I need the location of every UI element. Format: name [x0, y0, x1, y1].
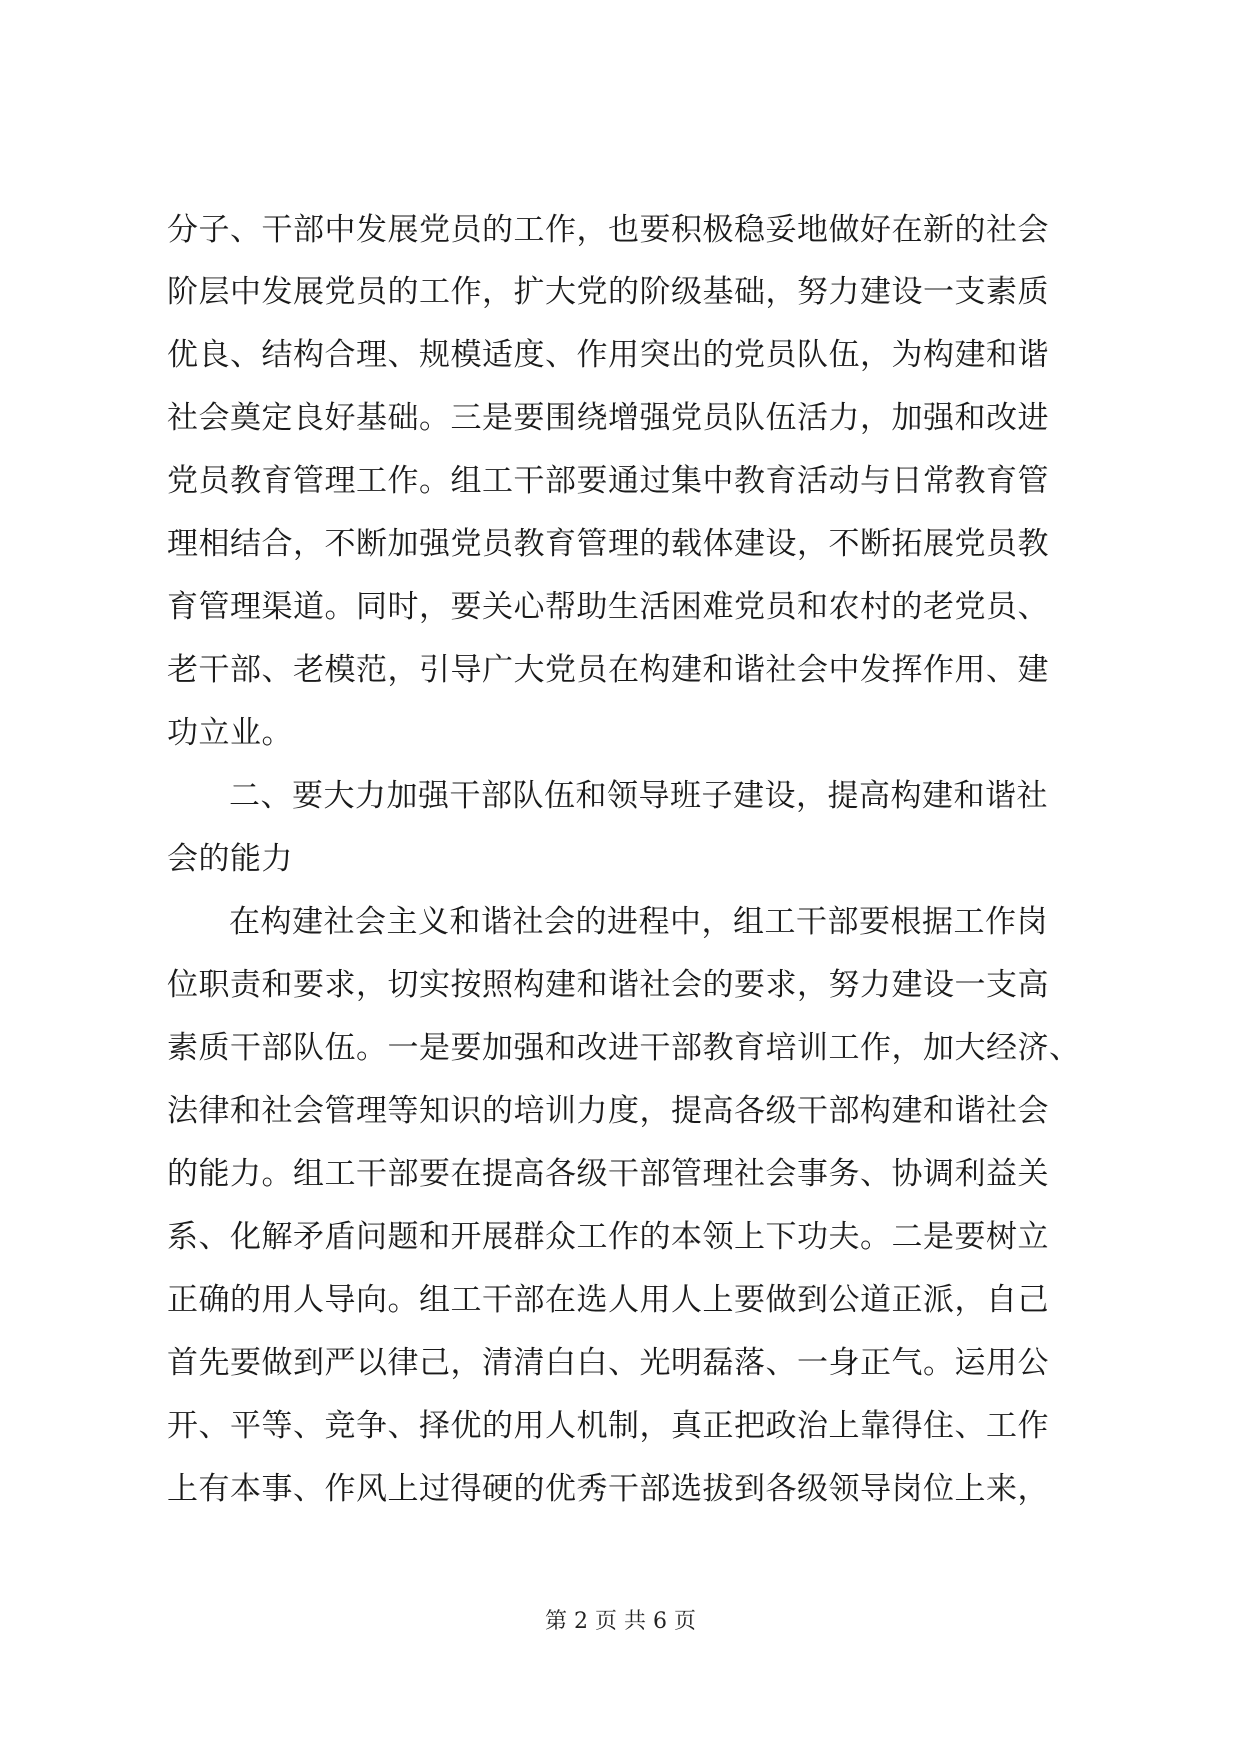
- body-text-line: 开、平等、竞争、择优的用人机制，真正把政治上靠得住、工作: [167, 1408, 1049, 1444]
- page-number-footer: 第 2 页 共 6 页: [545, 1609, 696, 1634]
- section-heading-line: 二、要大力加强干部队伍和领导班子建设，提高构建和谐社: [229, 778, 1048, 814]
- body-text-line: 社会奠定良好基础。三是要围绕增强党员队伍活力，加强和改进: [167, 400, 1049, 436]
- body-text-line: 的能力。组工干部要在提高各级干部管理社会事务、协调利益关: [167, 1156, 1049, 1192]
- body-text-line: 分子、干部中发展党员的工作，也要积极稳妥地做好在新的社会: [167, 212, 1049, 248]
- body-text-line: 位职责和要求，切实按照构建和谐社会的要求，努力建设一支高: [167, 967, 1049, 1003]
- body-text-line: 上有本事、作风上过得硬的优秀干部选拔到各级领导岗位上来，: [167, 1471, 1049, 1507]
- body-text-line: 首先要做到严以律己，清清白白、光明磊落、一身正气。运用公: [167, 1345, 1049, 1381]
- body-text-line: 阶层中发展党员的工作，扩大党的阶级基础，努力建设一支素质: [167, 274, 1049, 310]
- body-text-line: 功立业。: [167, 715, 293, 751]
- body-text-line: 党员教育管理工作。组工干部要通过集中教育活动与日常教育管: [167, 463, 1049, 499]
- body-text-line: 素质干部队伍。一是要加强和改进干部教育培训工作，加大经济、: [167, 1030, 1081, 1066]
- section-heading-line: 会的能力: [167, 841, 293, 877]
- body-text-line: 在构建社会主义和谐社会的进程中，组工干部要根据工作岗: [229, 904, 1048, 940]
- body-text-line: 正确的用人导向。组工干部在选人用人上要做到公道正派，自己: [167, 1282, 1049, 1318]
- body-text-line: 理相结合，不断加强党员教育管理的载体建设，不断拓展党员教: [167, 526, 1049, 562]
- body-text-line: 育管理渠道。同时，要关心帮助生活困难党员和农村的老党员、: [167, 589, 1049, 625]
- body-text-line: 系、化解矛盾问题和开展群众工作的本领上下功夫。二是要树立: [167, 1219, 1049, 1255]
- body-text-line: 法律和社会管理等知识的培训力度，提高各级干部构建和谐社会: [167, 1093, 1049, 1129]
- body-text-line: 优良、结构合理、规模适度、作用突出的党员队伍，为构建和谐: [167, 337, 1049, 373]
- body-text-line: 老干部、老模范，引导广大党员在构建和谐社会中发挥作用、建: [167, 652, 1049, 688]
